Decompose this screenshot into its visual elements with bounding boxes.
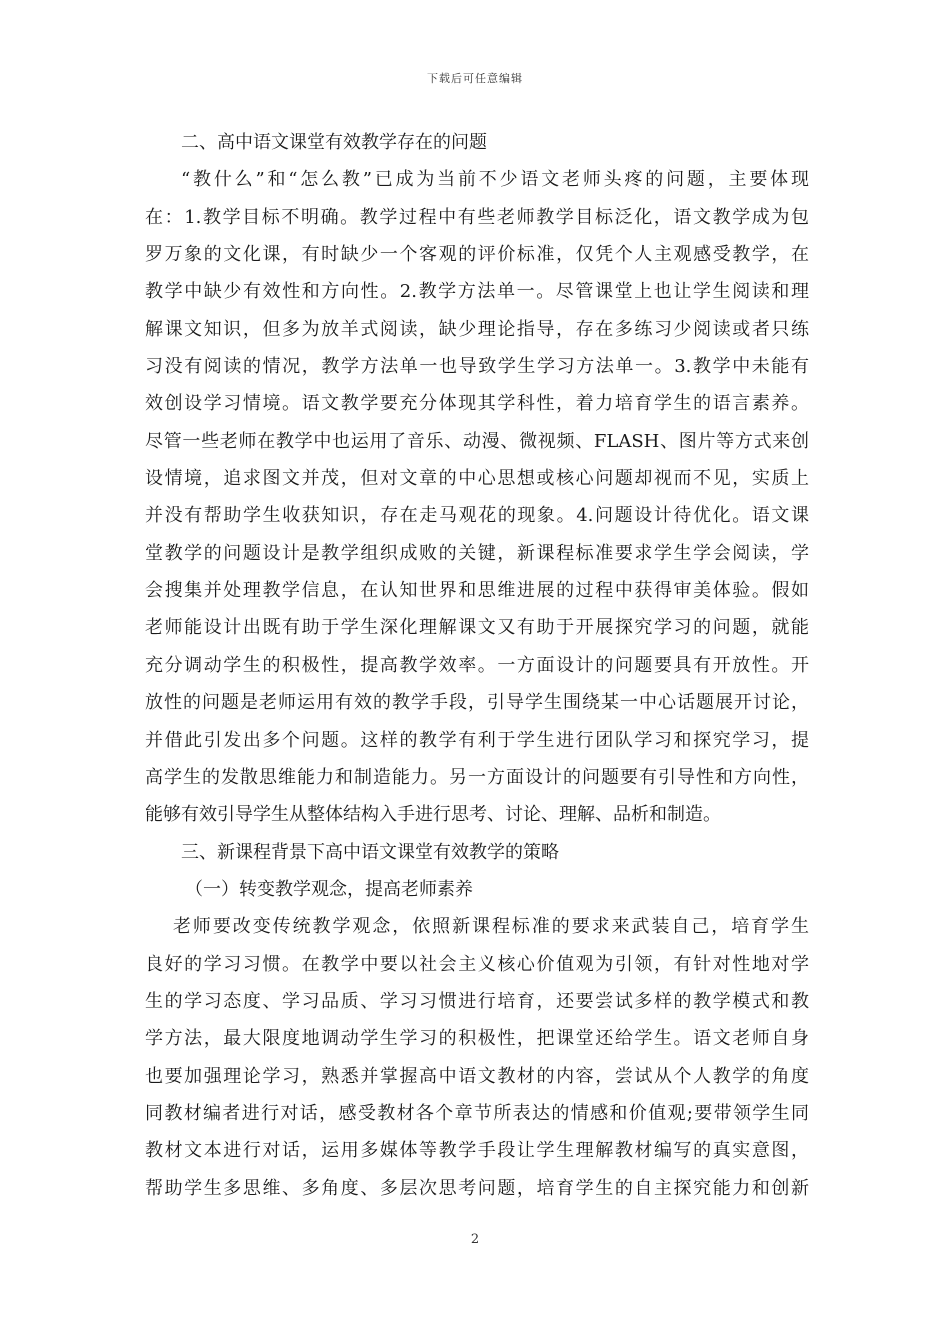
subsection-heading-1: （一）转变教学观念，提高老师素养: [185, 878, 473, 900]
paragraph-line: 教学中缺少有效性和方向性。2.教学方法单一。尽管课堂上也让学生阅读和理: [145, 281, 809, 303]
paragraph-line: 尽管一些老师在教学中也运用了音乐、动漫、微视频、FLASH、图片等方式来创: [145, 430, 809, 452]
page-header: 下载后可任意编辑: [427, 72, 523, 85]
paragraph-line: 设情境，追求图文并茂，但对文章的中心思想或核心问题却视而不见，实质上: [145, 468, 809, 490]
paragraph-line: 放性的问题是老师运用有效的教学手段，引导学生围绕某一中心话题展开讨论，: [145, 692, 809, 714]
paragraph-line: 良好的学习习惯。在教学中要以社会主义核心价值观为引领，有针对性地对学: [145, 953, 809, 975]
paragraph-line: 老师能设计出既有助于学生深化理解课文又有助于开展探究学习的问题，就能: [145, 617, 809, 639]
paragraph-line: “教什么”和“怎么教”已成为当前不少语文老师头疼的问题，主要体现: [181, 169, 809, 191]
paragraph-line: 能够有效引导学生从整体结构入手进行思考、讨论、理解、品析和制造。: [145, 804, 721, 826]
document-body: [145, 124, 809, 1207]
paragraph-line: 效创设学习情境。语文教学要充分体现其学科性，着力培育学生的语言素养。: [145, 393, 809, 415]
paragraph-line: 并借此引发出多个问题。这样的教学有利于学生进行团队学习和探究学习，提: [145, 729, 809, 751]
section-heading-3: 三、新课程背景下高中语文课堂有效教学的策略: [181, 841, 559, 863]
paragraph-line: 高学生的发散思维能力和制造能力。另一方面设计的问题要有引导性和方向性，: [145, 766, 809, 788]
page-number: 2: [470, 1232, 480, 1247]
paragraph-line: 同教材编者进行对话，感受教材各个章节所表达的情感和价值观;要带领学生同: [145, 1102, 809, 1124]
paragraph-line: 罗万象的文化课，有时缺少一个客观的评价标准，仅凭个人主观感受教学，在: [145, 244, 809, 266]
paragraph-line: 会搜集并处理教学信息，在认知世界和思维进展的过程中获得审美体验。假如: [145, 580, 809, 602]
paragraph-line: 解课文知识，但多为放羊式阅读，缺少理论指导，存在多练习少阅读或者只练: [145, 318, 809, 340]
paragraph-line: 堂教学的问题设计是教学组织成败的关键，新课程标准要求学生学会阅读，学: [145, 542, 809, 564]
paragraph-line: 老师要改变传统教学观念，依照新课程标准的要求来武装自己，培育学生: [173, 916, 809, 938]
paragraph-line: 习没有阅读的情况，教学方法单一也导致学生学习方法单一。3.教学中未能有: [145, 356, 809, 378]
paragraph-line: 教材文本进行对话，运用多媒体等教学手段让学生理解教材编写的真实意图，: [145, 1140, 809, 1162]
paragraph-line: 并没有帮助学生收获知识，存在走马观花的现象。4.问题设计待优化。语文课: [145, 505, 809, 527]
paragraph-line: 学方法，最大限度地调动学生学习的积极性，把课堂还给学生。语文老师自身: [145, 1028, 809, 1050]
paragraph-line: 在：1.教学目标不明确。教学过程中有些老师教学目标泛化，语文教学成为包: [145, 206, 809, 228]
paragraph-line: 帮助学生多思维、多角度、多层次思考问题，培育学生的自主探究能力和创新: [145, 1177, 809, 1199]
paragraph-line: 也要加强理论学习，熟悉并掌握高中语文教材的内容，尝试从个人教学的角度: [145, 1065, 809, 1087]
paragraph-line: 生的学习态度、学习品质、学习习惯进行培育，还要尝试多样的教学模式和教: [145, 990, 809, 1012]
section-heading-2: 二、高中语文课堂有效教学存在的问题: [181, 132, 487, 153]
paragraph-line: 充分调动学生的积极性，提高教学效率。一方面设计的问题要具有开放性。开: [145, 654, 809, 676]
